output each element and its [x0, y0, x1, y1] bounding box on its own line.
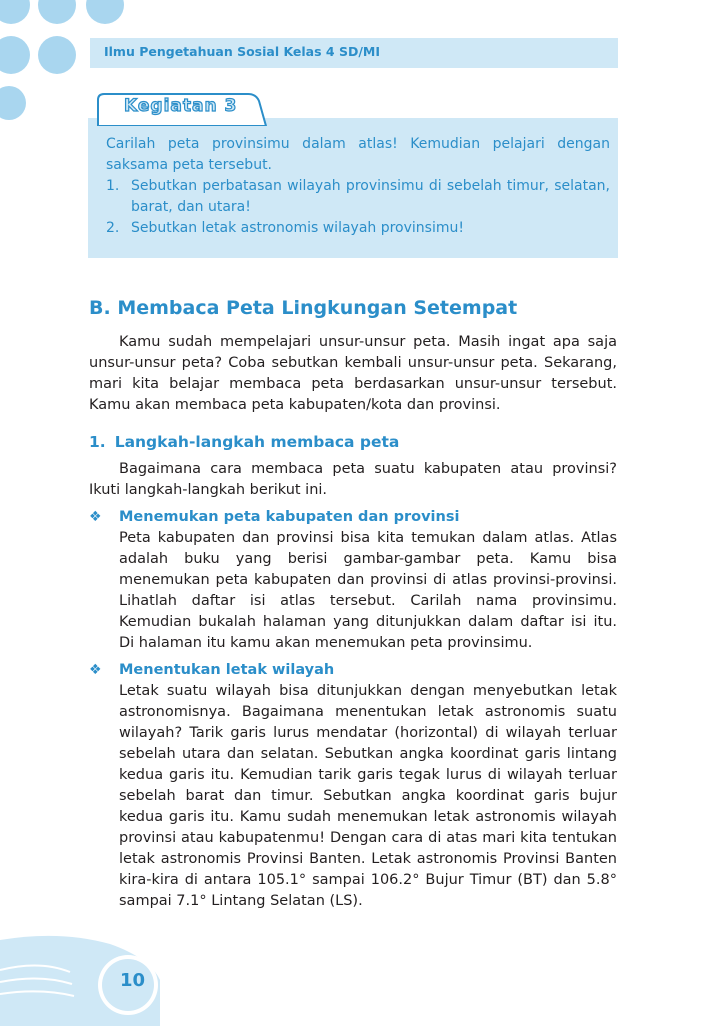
bullet-heading	[89, 507, 617, 528]
decorative-dot	[38, 0, 76, 24]
decorative-dot	[0, 36, 30, 74]
kegiatan-label: Kegiatan 3	[124, 96, 238, 116]
diamond-bullet-icon: ❖	[89, 662, 102, 678]
subsection-1-heading	[89, 432, 617, 453]
list-item	[106, 218, 610, 239]
kegiatan-content	[106, 134, 610, 239]
bullet-heading	[89, 660, 617, 681]
kegiatan-intro: Carilah peta provinsimu dalam atlas! Kemudian pelajari dengan saksama peta tersebut.	[106, 136, 610, 173]
decorative-dot	[0, 0, 30, 24]
page-number: 10	[120, 970, 146, 991]
list-number: 1.	[106, 178, 120, 194]
decorative-dot	[86, 0, 124, 24]
decorative-dot	[0, 86, 26, 120]
bullet-heading-text: Menemukan peta kabupaten dan provinsi	[119, 509, 460, 525]
kegiatan-tab	[96, 92, 268, 126]
diamond-bullet-icon: ❖	[89, 509, 102, 525]
bullet-paragraph: Peta kabupaten dan provinsi bisa kita temukan dalam atlas. Atlas adalah buku yang berisi gambar-gambar peta. Kamu bisa menemukan peta kabupaten dan provinsi di atlas provinsi-provinsi. Lihatlah daftar isi atlas tersebut. Carilah nama provinsimu. Kemudian bukalah halaman yang ditunjukkan dalam daftar isi itu. Di halaman itu kamu akan menemukan peta provinsimu.	[119, 530, 617, 651]
running-header: Ilmu Pengetahuan Sosial Kelas 4 SD/MI	[104, 44, 380, 59]
list-text: Sebutkan perbatasan wilayah provinsimu di sebelah timur, selatan, barat, dan utara!	[131, 178, 610, 215]
list-number: 2.	[106, 220, 120, 236]
list-text: Sebutkan letak astronomis wilayah provinsimu!	[131, 220, 464, 236]
section-b-paragraph: Kamu sudah mempelajari unsur-unsur peta. Masih ingat apa saja unsur-unsur peta? Coba sebutkan kembali unsur-unsur peta. Sekarang, mari kita belajar membaca peta berdasarkan unsur-unsur tersebut. Kamu akan membaca peta kabupaten/kota dan provinsi.	[89, 334, 617, 413]
subsection-number: 1.	[89, 433, 106, 451]
bullet-heading-text: Menentukan letak wilayah	[119, 662, 335, 678]
subsection-title: Langkah-langkah membaca peta	[114, 433, 400, 451]
section-b-title: B. Membaca Peta Lingkungan Setempat	[89, 297, 518, 319]
main-content	[89, 296, 617, 912]
list-item	[106, 176, 610, 218]
kegiatan-list	[106, 176, 610, 239]
subsection-1-paragraph: Bagaimana cara membaca peta suatu kabupaten atau provinsi? Ikuti langkah-langkah berikut ini.	[89, 461, 617, 498]
bullet-paragraph: Letak suatu wilayah bisa ditunjukkan dengan menyebutkan letak astronomisnya. Bagaimana menentukan letak astronomis suatu wilayah? Tarik garis lurus mendatar (horizontal) di wilayah terluar sebelah utara dan selatan. Sebutkan angka koordinat garis lintang kedua garis itu. Kemudian tarik garis tegak lurus di wilayah terluar sebelah barat dan timur. Sebutkan angka koordinat garis bujur kedua garis itu. Kamu sudah menemukan letak astronomis wilayah provinsi atau kabupatenmu! Dengan cara di atas mari kita tentukan letak astronomis Provinsi Banten. Letak astronomis Provinsi Banten kira-kira di antara 105.1° sampai 106.2° Bujur Timur (BT) dan 5.8° sampai 7.1° Lintang Selatan (LS).	[119, 683, 617, 909]
decorative-dot	[38, 36, 76, 74]
